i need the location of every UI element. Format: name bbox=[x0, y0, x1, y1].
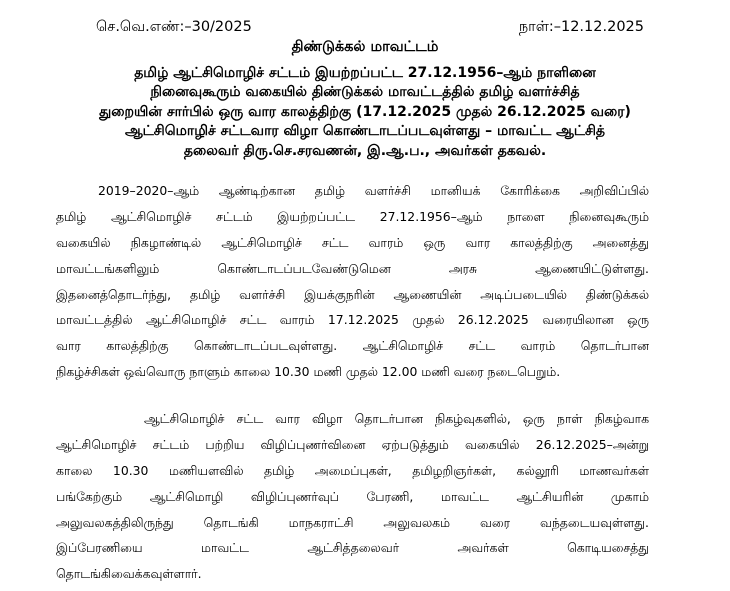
paragraph-line: மாவட்டத்தில் ஆட்சிமொழிச் சட்ட வாரம் 17.12.2025 முதல் 26.12.2025 வரையிலான ஒரு bbox=[56, 312, 649, 328]
headline-line: தலைவர் திரு.செ.சரவணன், இ.ஆ.ப., அவர்கள் தகவல். bbox=[183, 142, 547, 159]
paragraph-line: இப்பேரணியை மாவட்ட ஆட்சித்தலைவர் அவர்கள் கொடியசைத்து bbox=[56, 540, 649, 556]
paragraph-rally bbox=[56, 406, 649, 587]
paragraph-announcement bbox=[56, 178, 649, 385]
reference-row bbox=[96, 16, 644, 38]
headline bbox=[40, 64, 690, 161]
paragraph-line: ஆட்சிமொழிச் சட்டம் பற்றிய விழிப்புணர்வினை ஏற்படுத்தும் வகையில் 26.12.2025–அன்று bbox=[56, 436, 649, 452]
district-title: திண்டுக்கல் மாவட்டம் bbox=[291, 39, 439, 55]
paragraph-line: வகையில் நிகழாண்டில் ஆட்சிமொழிச் சட்ட வாரம் ஒரு வார காலத்திற்கு அனைத்து bbox=[56, 234, 649, 250]
headline-line: நினைவுகூரும் வகையில் திண்டுக்கல் மாவட்டத்தில் தமிழ் வளர்ச்சித் bbox=[150, 84, 580, 101]
paragraph-line: பங்கேற்கும் ஆட்சிமொழி விழிப்புணர்வுப் பேரணி, மாவட்ட ஆட்சியரின் முகாம் bbox=[56, 488, 649, 504]
headline-line: துறையின் சார்பில் ஒரு வார காலத்திற்கு (17.12.2025 முதல் 26.12.2025 வரை) bbox=[99, 103, 631, 120]
paragraph-line: அலுவலகத்திலிருந்து தொடங்கி மாநகராட்சி அலுவலகம் வரை வந்தடையவுள்ளது. bbox=[56, 514, 649, 530]
release-date: நாள்:–12.12.2025 bbox=[518, 19, 644, 35]
paragraph-line: வார காலத்திற்கு கொண்டாடப்படவுள்ளது. ஆட்சிமொழிச் சட்ட வாரம் தொடர்பான bbox=[56, 338, 649, 354]
paragraph-line: நிகழ்ச்சிகள் ஒவ்வொரு நாளும் காலை 10.30 மணி முதல் 12.00 மணி வரை நடைபெறும். bbox=[56, 364, 561, 380]
paragraph-line: ஆட்சிமொழிச் சட்ட வார விழா தொடர்பான நிகழ்வுகளில், ஒரு நாள் நிகழ்வாக bbox=[144, 411, 649, 426]
paragraph-line: மாவட்டங்களிலும் கொண்டாடப்படவேண்டுமென அரசு ஆணையிட்டுள்ளது. bbox=[56, 260, 649, 276]
paragraph-line: தொடங்கிவைக்கவுள்ளார். bbox=[56, 566, 202, 582]
paragraph-line: தமிழ் ஆட்சிமொழிச் சட்டம் இயற்றப்பட்ட 27.12.1956–ஆம் நாளை நினைவுகூரும் bbox=[56, 208, 649, 224]
paragraph-line: 2019–2020–ஆம் ஆண்டிற்கான தமிழ் வளர்ச்சி மானியக் கோரிக்கை அறிவிப்பில் bbox=[98, 183, 649, 198]
paragraph-line: காலை 10.30 மணியளவில் தமிழ் அமைப்புகள், தமிழறிஞர்கள், கல்லூரி மாணவர்கள் bbox=[56, 462, 649, 478]
headline-line: ஆட்சிமொழிச் சட்டவார விழா கொண்டாடப்படவுள்ளது – மாவட்ட ஆட்சித் bbox=[124, 123, 606, 140]
paragraph-line: இதனைத்தொடர்ந்து, தமிழ் வளர்ச்சி இயக்குநரின் ஆணையின் அடிப்படையில் திண்டுக்கல் bbox=[56, 286, 649, 302]
headline-line: தமிழ் ஆட்சிமொழிச் சட்டம் இயற்றப்பட்ட 27.12.1956–ஆம் நாளினை bbox=[134, 65, 596, 81]
reference-number: செ.வெ.எண்:–30/2025 bbox=[96, 19, 252, 35]
